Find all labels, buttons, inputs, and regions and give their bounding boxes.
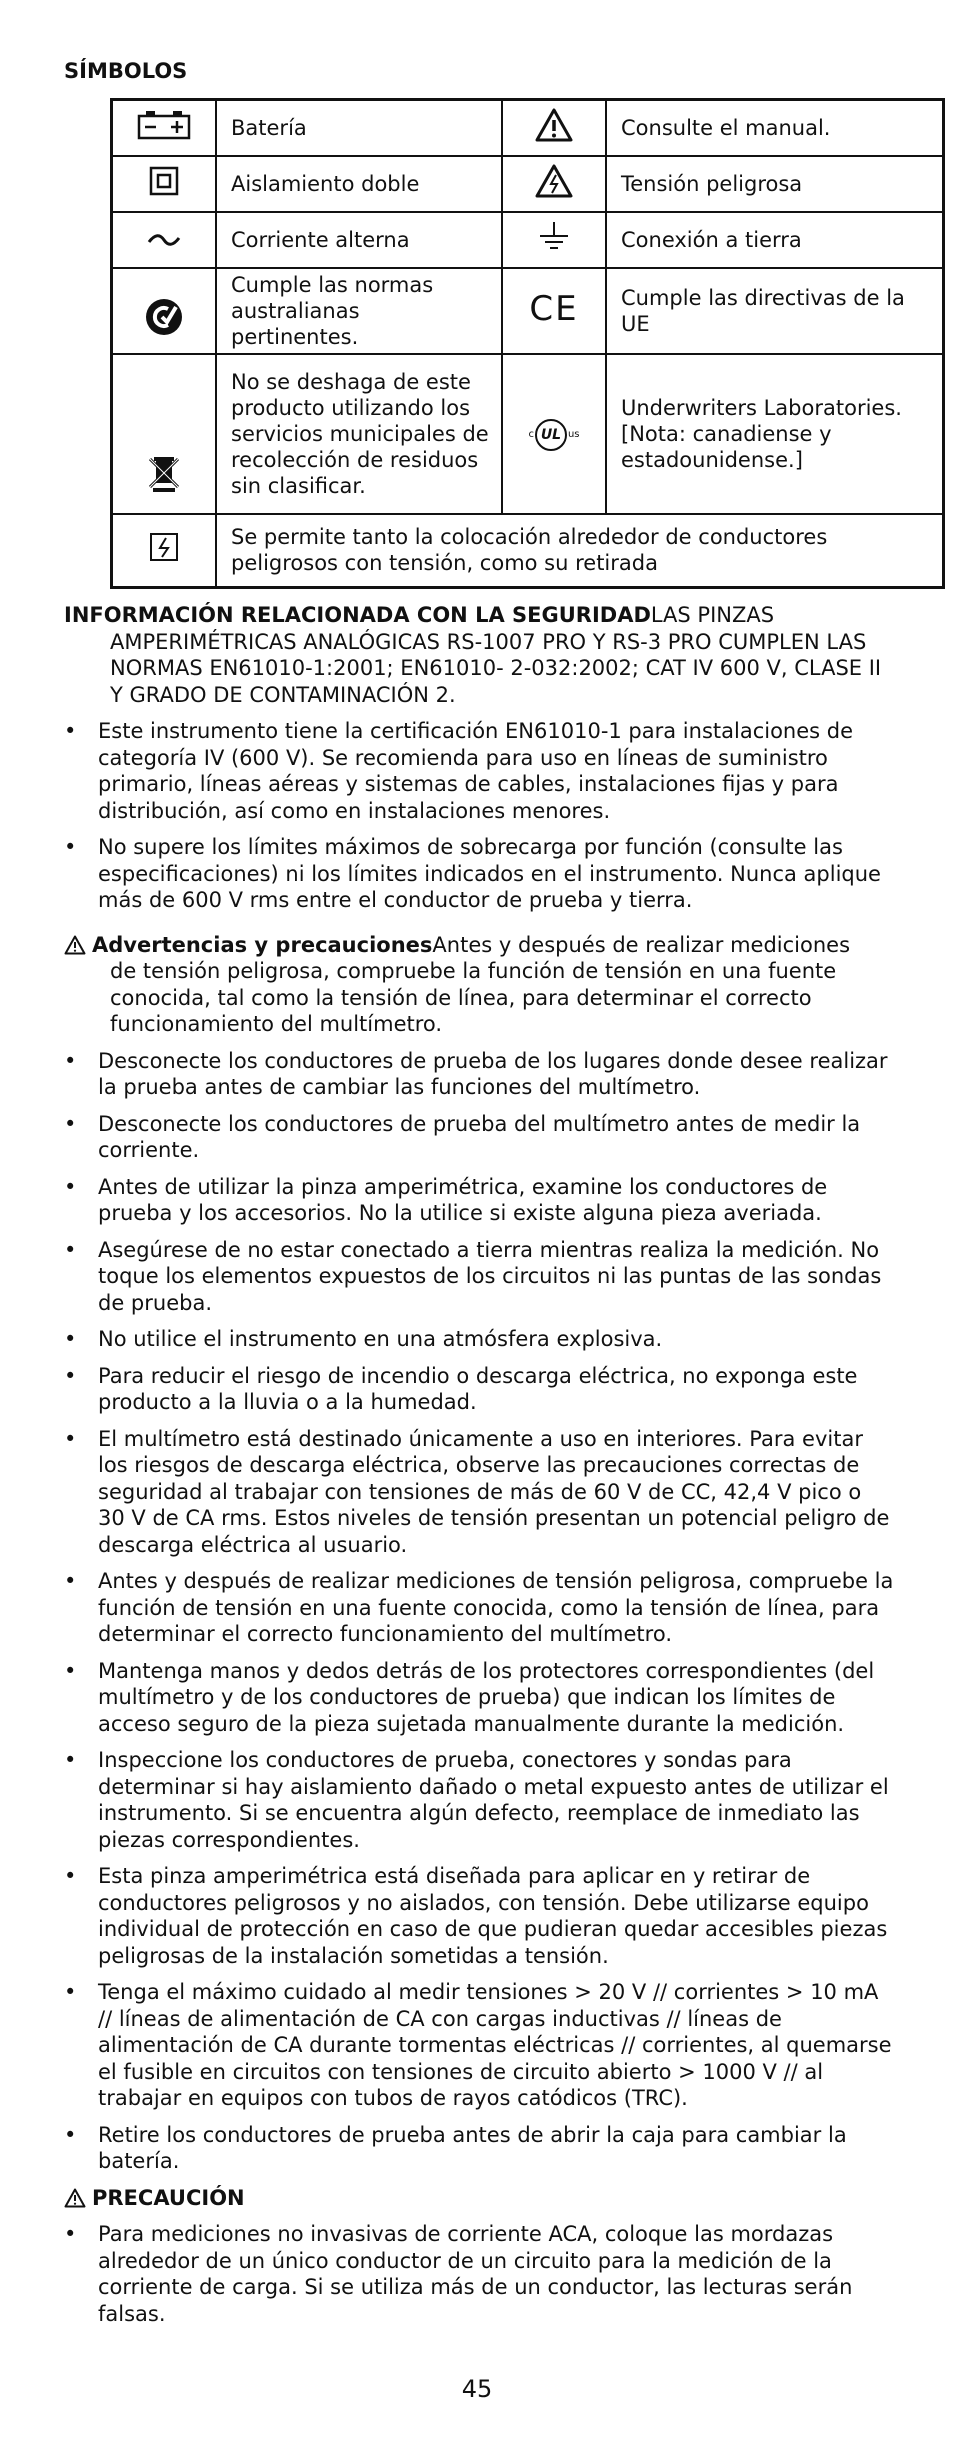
list-item: • No utilice el instrumento en una atmósfera explosiva.	[64, 1326, 894, 1353]
battery-icon	[112, 100, 217, 156]
alternating-current-icon	[112, 212, 217, 268]
ul-us: us	[567, 428, 580, 440]
symbols-row	[112, 156, 944, 212]
ul-listed-icon	[502, 354, 606, 514]
caution-bullet-list	[64, 2221, 894, 2327]
list-item: • Inspeccione los conductores de prueba, conectores y sondas para determinar si hay aislamiento dañado o metal expuesto antes de utilizar el instrumento. Si se encuentra algún defecto, reemplace de inmediato las piezas correspondientes.	[64, 1747, 894, 1853]
symbols-row	[112, 268, 944, 354]
hazardous-voltage-icon	[502, 156, 606, 212]
symbol-label: Se permite tanto la colocación alrededor de conductores peligrosos con tensión, como su retirada	[216, 514, 944, 588]
live-conductor-icon	[112, 514, 217, 588]
symbol-label: Cumple las normas australianas pertinentes.	[216, 268, 502, 354]
symbols-row	[112, 212, 944, 268]
list-item: • Esta pinza amperimétrica está diseñada para aplicar en y retirar de conductores peligrosos y no aislados, con tensión. Debe utilizarse equipo individual de protección en caso de que pudieran quedar accesibles piezas peligrosas de la instalación sometidas a tensión.	[64, 1863, 894, 1969]
symbol-label: Conexión a tierra	[606, 212, 944, 268]
ul-c: c	[528, 428, 534, 440]
safety-info-first-line: LAS PINZAS	[650, 603, 775, 627]
warnings-text: de tensión peligrosa, compruebe la función de tensión en una fuente conocida, tal como la tensión de línea, para determinar el correcto funcionamiento del multímetro.	[110, 959, 837, 1036]
warnings-first-line: Antes y después de realizar mediciones	[432, 932, 851, 957]
warning-triangle-icon	[502, 100, 606, 156]
symbol-label: Consulte el manual.	[606, 100, 944, 156]
ce-mark: CE	[529, 288, 579, 329]
list-item: • Mantenga manos y dedos detrás de los protectores correspondientes (del multímetro y de los conductores de prueba) que indican los límites de acceso seguro de la pieza sujetada manualmente durante la medición.	[64, 1658, 894, 1738]
list-item: • Retire los conductores de prueba antes de abrir la caja para cambiar la batería.	[64, 2122, 894, 2175]
ul-mark: UL	[535, 419, 567, 451]
c-tick-icon	[112, 268, 217, 354]
warning-triangle-icon	[64, 935, 86, 955]
list-item: • No supere los límites máximos de sobrecarga por función (consulte las especificaciones) ni los límites indicados en el instrumento. Nunca aplique más de 600 V rms entre el conductor de prueba y tierra.	[64, 834, 894, 914]
warning-triangle-icon	[64, 2188, 86, 2208]
caution-heading: PRECAUCIÓN	[92, 2185, 245, 2210]
warnings-heading: Advertencias y precauciones	[92, 932, 433, 957]
symbol-label: Aislamiento doble	[216, 156, 502, 212]
symbols-row	[112, 100, 944, 156]
double-insulation-icon	[112, 156, 217, 212]
safety-info-text: AMPERIMÉTRICAS ANALÓGICAS RS-1007 PRO Y RS-3 PRO CUMPLEN LAS NORMAS EN61010-1:2001; EN61010- 2-032:2002; CAT IV 600 V, CLASE II Y GRADO DE CONTAMINACIÓN 2.	[110, 629, 882, 707]
symbol-label: Corriente alterna	[216, 212, 502, 268]
safety-content	[64, 602, 894, 2327]
list-item: • Este instrumento tiene la certificación EN61010-1 para instalaciones de categoría IV (600 V). Se recomienda para uso en líneas de suministro primario, líneas aéreas y sistemas de cables, instalaciones fijas y para distribución, así como en instalaciones menores.	[64, 718, 894, 824]
list-item: • El multímetro está destinado únicamente a uso en interiores. Para evitar los riesgos de descarga eléctrica, observe las precauciones correctas de seguridad al trabajar con tensiones de más de 60 V de CC, 42,4 V pico o 30 V de CA rms. Estos niveles de tensión presentan un potencial peligro de descarga eléctrica al usuario.	[64, 1426, 894, 1559]
symbols-heading: SÍMBOLOS	[64, 59, 188, 83]
symbols-row	[112, 354, 944, 514]
ce-mark-icon	[502, 268, 606, 354]
safety-info-paragraph	[64, 602, 894, 708]
safety-info-heading: INFORMACIÓN RELACIONADA CON LA SEGURIDAD	[64, 603, 651, 627]
warnings-paragraph	[64, 932, 894, 1038]
safety-bullet-list	[64, 718, 894, 914]
symbols-row	[112, 514, 944, 588]
symbol-label: Underwriters Laboratories. [Nota: canadiense y estadounidense.]	[606, 354, 944, 514]
list-item: • Para reducir el riesgo de incendio o descarga eléctrica, no exponga este producto a la lluvia o a la humedad.	[64, 1363, 894, 1416]
warnings-bullet-list	[64, 1048, 894, 2175]
ground-icon	[502, 212, 606, 268]
list-item: • Asegúrese de no estar conectado a tierra mientras realiza la medición. No toque los elementos expuestos de los circuitos ni las puntas de las sondas de prueba.	[64, 1237, 894, 1317]
list-item: • Para mediciones no invasivas de corriente ACA, coloque las mordazas alrededor de un único conductor de un circuito para la medición de la corriente de carga. Si se utiliza más de un conductor, las lecturas serán falsas.	[64, 2221, 894, 2327]
list-item: • Desconecte los conductores de prueba de los lugares donde desee realizar la prueba antes de cambiar las funciones del multímetro.	[64, 1048, 894, 1101]
list-item: • Antes de utilizar la pinza amperimétrica, examine los conductores de prueba y los accesorios. No la utilice si existe alguna pieza averiada.	[64, 1174, 894, 1227]
list-item: • Tenga el máximo cuidado al medir tensiones > 20 V // corrientes > 10 mA // líneas de alimentación de CA con cargas inductivas // líneas de alimentación de CA durante tormentas eléctricas // corrientes, al quemarse el fusible en circuitos con tensiones de circuito abierto > 1000 V // al trabajar en equipos con tubos de rayos catódicos (TRC).	[64, 1979, 894, 2112]
caution-heading-line	[64, 2185, 894, 2212]
symbols-table	[110, 98, 945, 589]
symbol-label: No se deshaga de este producto utilizando los servicios municipales de recolección de residuos sin clasificar.	[216, 354, 502, 514]
symbol-label: Tensión peligrosa	[606, 156, 944, 212]
page-number: 45	[461, 2375, 493, 2403]
list-item: • Antes y después de realizar mediciones de tensión peligrosa, compruebe la función de tensión en una fuente conocida, como la tensión de línea, para determinar el correcto funcionamiento del multímetro.	[64, 1568, 894, 1648]
weee-crossed-bin-icon	[112, 354, 217, 514]
symbol-label: Cumple las directivas de la UE	[606, 268, 944, 354]
list-item: • Desconecte los conductores de prueba del multímetro antes de medir la corriente.	[64, 1111, 894, 1164]
symbol-label: Batería	[216, 100, 502, 156]
